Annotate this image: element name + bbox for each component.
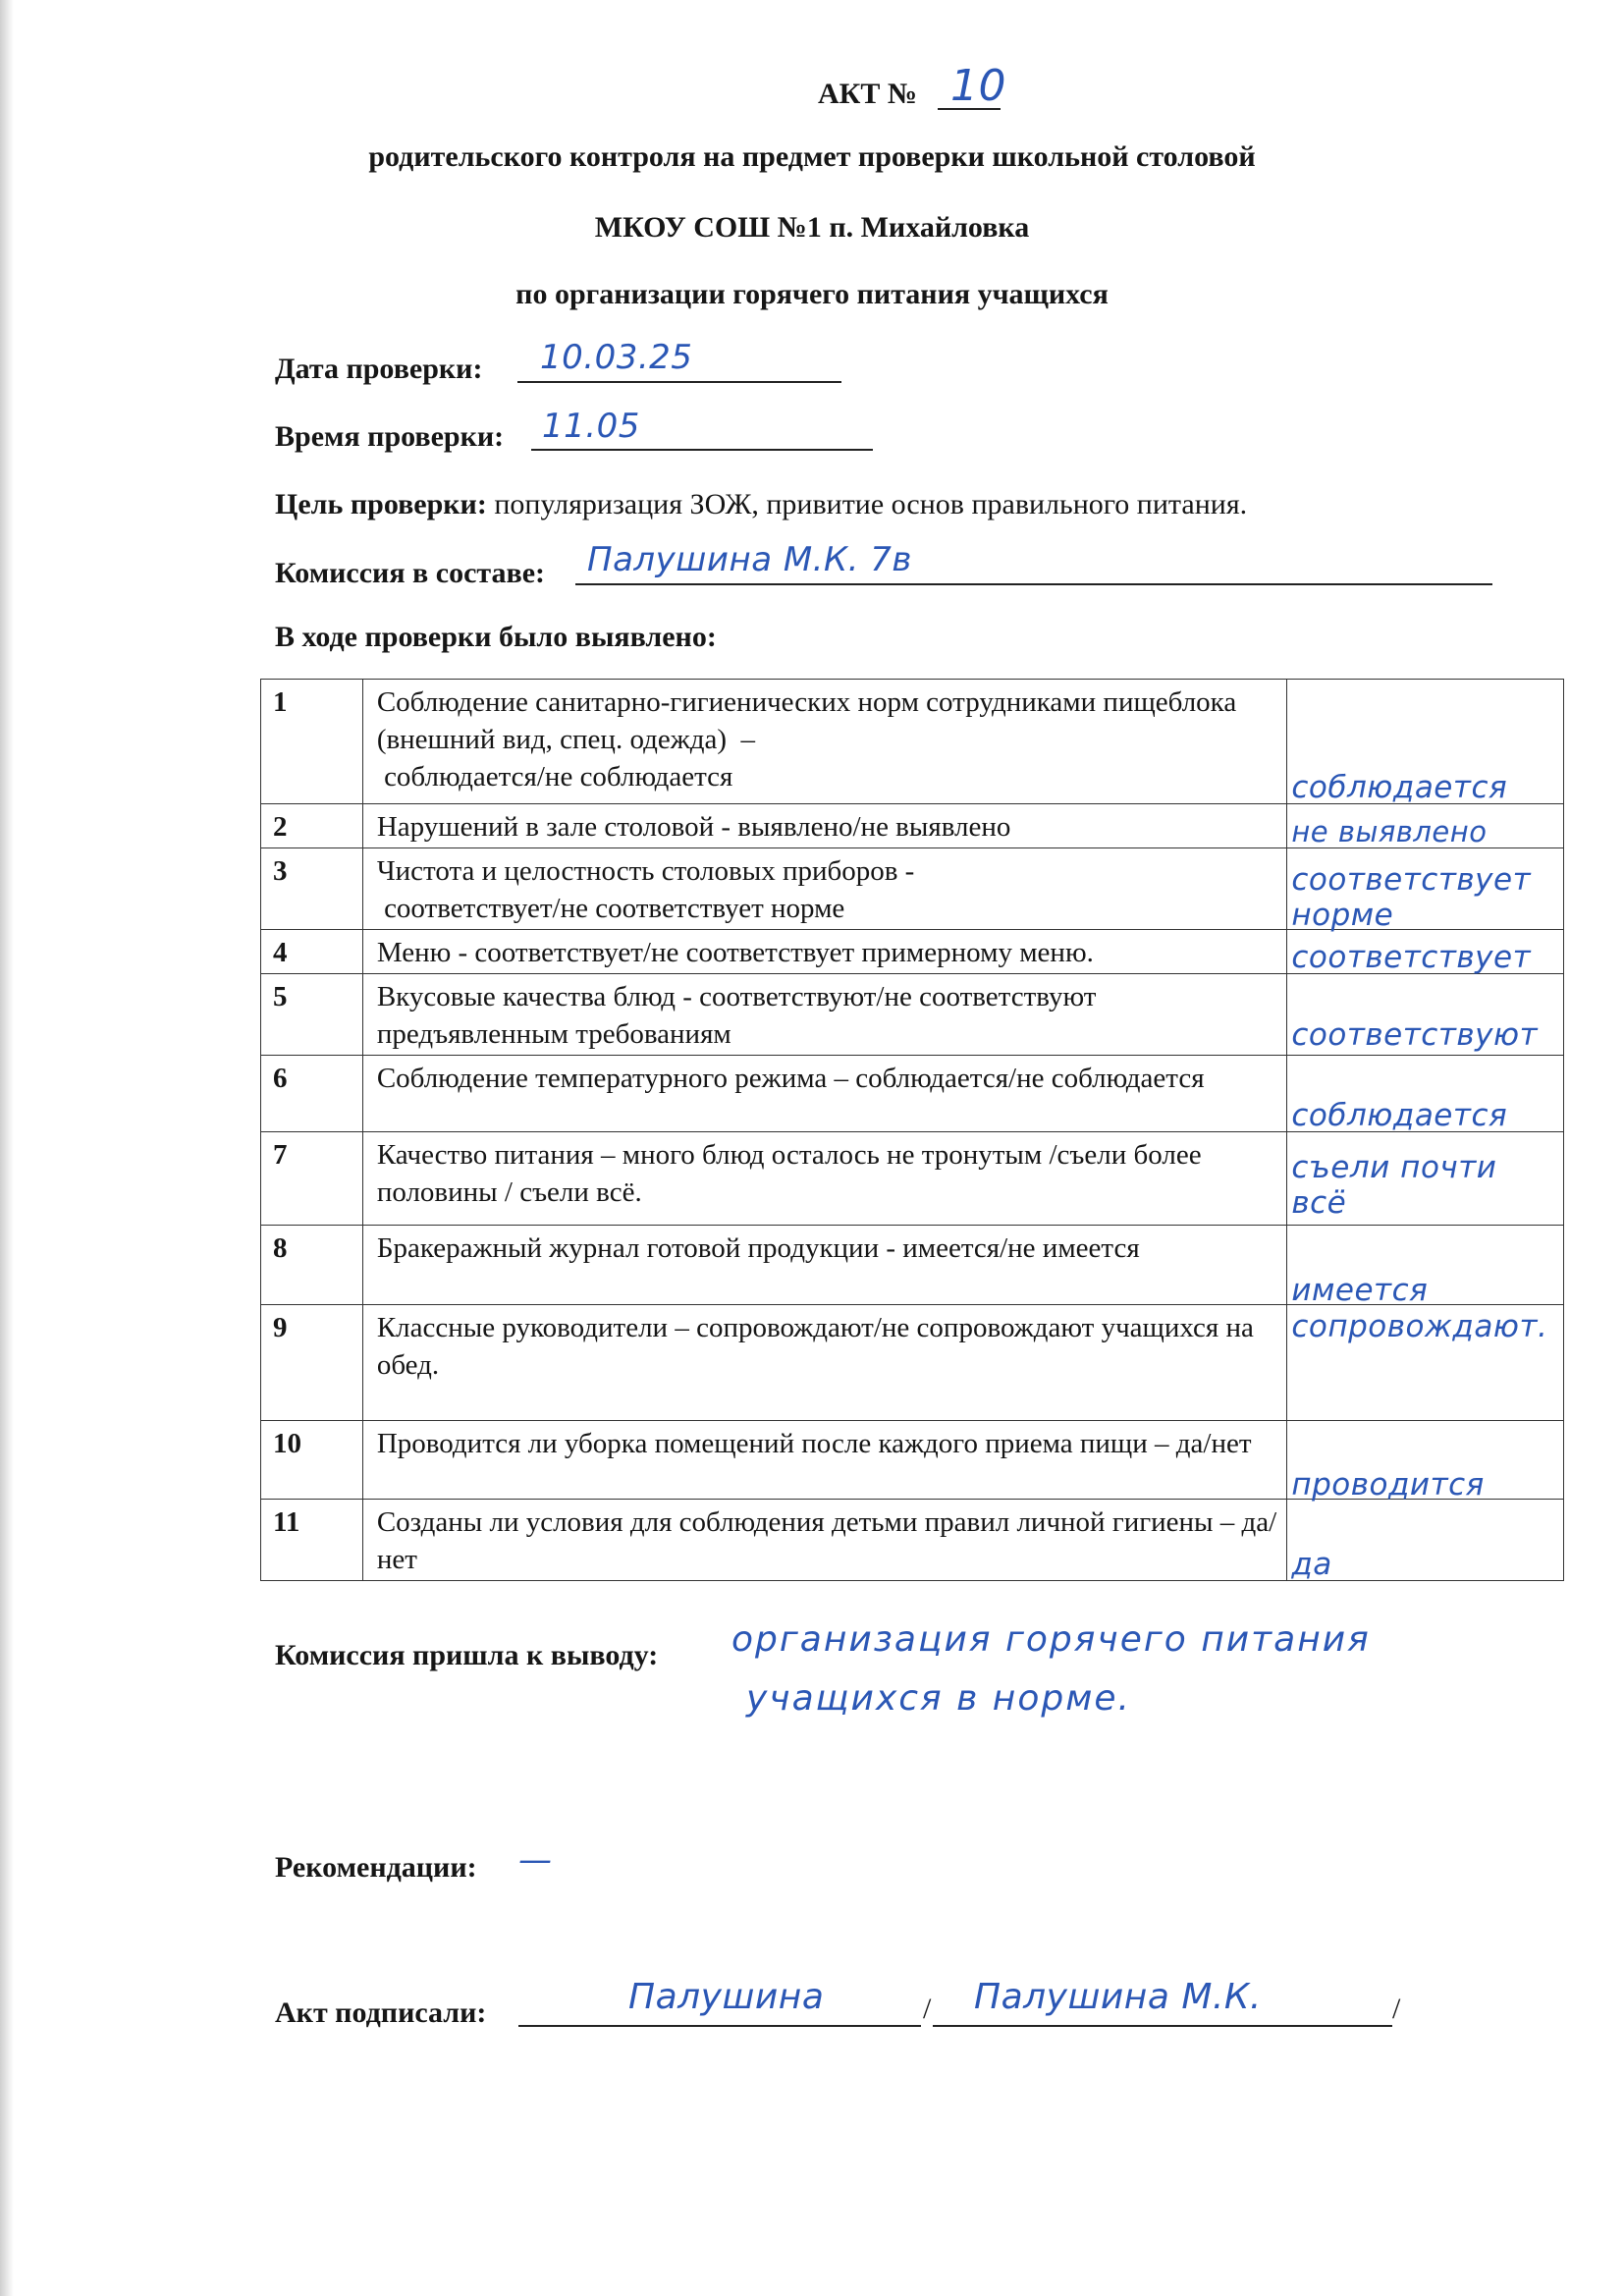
row-answer: проводится bbox=[1291, 1467, 1485, 1503]
row-answer-cell bbox=[1287, 1305, 1564, 1421]
row-answer-cell bbox=[1287, 974, 1564, 1056]
row-number: 6 bbox=[261, 1056, 363, 1132]
findings-label: В ходе проверки было выявлено: bbox=[275, 621, 717, 653]
row-answer: сопровождают. bbox=[1291, 1309, 1548, 1344]
row-answer: соответствует bbox=[1291, 940, 1532, 975]
signature-2: Палушина М.К. bbox=[974, 1977, 1262, 2017]
row-answer-cell bbox=[1287, 1421, 1564, 1503]
row-answer: да bbox=[1291, 1547, 1332, 1582]
conclusion-line-1: организация горячего питания bbox=[731, 1619, 1371, 1660]
act-number: 10 bbox=[950, 61, 1006, 111]
goal-line bbox=[275, 487, 1247, 522]
signature-1-underline bbox=[518, 2025, 921, 2027]
table-row bbox=[261, 804, 1564, 848]
recommendations-label: Рекомендации: bbox=[275, 1851, 477, 1884]
row-number: 11 bbox=[261, 1500, 363, 1581]
title-line-2: МКОУ СОШ №1 п. Михайловка bbox=[594, 211, 1030, 244]
findings-table bbox=[260, 679, 1564, 1581]
row-answer-cell bbox=[1287, 1500, 1564, 1581]
goal-label: Цель проверки: bbox=[275, 488, 487, 520]
row-criterion: Соблюдение санитарно-гигиенических норм сотрудниками пищеблока (внешний вид, спец. одежда) – соблюдается/не соблюдается bbox=[362, 680, 1287, 804]
row-criterion: Классные руководители – сопровождают/не сопровождают учащихся на обед. bbox=[362, 1305, 1287, 1421]
row-answer-cell bbox=[1287, 680, 1564, 804]
row-answer: соблюдается bbox=[1291, 1098, 1508, 1133]
signature-end-slash: / bbox=[1392, 1993, 1401, 2025]
row-answer-cell bbox=[1287, 1056, 1564, 1132]
row-number: 8 bbox=[261, 1226, 363, 1305]
row-answer: соблюдается bbox=[1291, 770, 1508, 805]
conclusion-label: Комиссия пришла к выводу: bbox=[275, 1639, 659, 1671]
act-label: АКТ № bbox=[818, 78, 918, 110]
row-number: 1 bbox=[261, 680, 363, 804]
date-value: 10.03.25 bbox=[540, 338, 693, 377]
commission-label: Комиссия в составе: bbox=[275, 557, 545, 589]
row-number: 7 bbox=[261, 1132, 363, 1226]
row-answer: соответствует норме bbox=[1291, 862, 1532, 933]
row-criterion: Бракеражный журнал готовой продукции - имеется/не имеется bbox=[362, 1226, 1287, 1305]
row-answer-cell bbox=[1287, 1132, 1564, 1226]
time-underline bbox=[531, 449, 873, 451]
table-row bbox=[261, 1226, 1564, 1305]
row-answer-cell bbox=[1287, 1226, 1564, 1308]
title-line-1: родительского контроля на предмет проверки школьной столовой bbox=[368, 140, 1256, 173]
row-criterion: Созданы ли условия для соблюдения детьми правил личной гигиены – да/ нет bbox=[362, 1500, 1287, 1581]
table-row bbox=[261, 1305, 1564, 1421]
row-criterion: Нарушений в зале столовой - выявлено/не выявлено bbox=[362, 804, 1287, 848]
table-row bbox=[261, 930, 1564, 974]
row-answer: имеется bbox=[1291, 1273, 1429, 1308]
row-criterion: Соблюдение температурного режима – соблюдается/не соблюдается bbox=[362, 1056, 1287, 1132]
row-answer: съели почти всё bbox=[1291, 1150, 1497, 1221]
date-label: Дата проверки: bbox=[275, 353, 483, 385]
date-underline bbox=[517, 381, 841, 383]
row-criterion: Меню - соответствует/не соответствует примерному меню. bbox=[362, 930, 1287, 974]
time-value: 11.05 bbox=[542, 407, 640, 446]
title-line-3: по организации горячего питания учащихся bbox=[515, 278, 1109, 310]
signatures-label: Акт подписали: bbox=[275, 1996, 487, 2029]
recommendations-value: — bbox=[518, 1840, 553, 1880]
row-criterion: Проводится ли уборка помещений после каждого приема пищи – да/нет bbox=[362, 1421, 1287, 1500]
table-row bbox=[261, 1421, 1564, 1500]
table-row bbox=[261, 848, 1564, 930]
commission-underline bbox=[575, 583, 1492, 585]
table-row bbox=[261, 680, 1564, 804]
table-row bbox=[261, 974, 1564, 1056]
row-criterion: Вкусовые качества блюд - соответствуют/не соответствуют предъявленным требованиям bbox=[362, 974, 1287, 1056]
scan-edge-shadow bbox=[0, 0, 14, 2296]
signature-separator: / bbox=[923, 1993, 932, 2025]
commission-value: Палушина М.К. 7в bbox=[587, 540, 912, 579]
row-number: 2 bbox=[261, 804, 363, 848]
time-label: Время проверки: bbox=[275, 420, 505, 453]
row-number: 5 bbox=[261, 974, 363, 1056]
row-criterion: Чистота и целостность столовых приборов - соответствует/не соответствует норме bbox=[362, 848, 1287, 930]
row-number: 3 bbox=[261, 848, 363, 930]
act-heading bbox=[818, 77, 917, 112]
conclusion-line-2: учащихся в норме. bbox=[746, 1678, 1131, 1719]
row-number: 9 bbox=[261, 1305, 363, 1421]
row-answer-cell bbox=[1287, 848, 1564, 933]
goal-value: популяризация ЗОЖ, привитие основ правильного питания. bbox=[494, 488, 1248, 520]
signature-1: Палушина bbox=[628, 1977, 825, 2017]
row-criterion: Качество питания – много блюд осталось не тронутым /съели более половины / съели всё. bbox=[362, 1132, 1287, 1226]
table-row bbox=[261, 1056, 1564, 1132]
row-answer: соответствуют bbox=[1291, 1017, 1539, 1053]
row-number: 10 bbox=[261, 1421, 363, 1500]
row-answer-cell bbox=[1287, 804, 1564, 848]
row-answer: не выявлено bbox=[1291, 815, 1488, 848]
signature-2-underline bbox=[933, 2025, 1392, 2027]
table-row bbox=[261, 1500, 1564, 1581]
table-row bbox=[261, 1132, 1564, 1226]
row-answer-cell bbox=[1287, 930, 1564, 974]
row-number: 4 bbox=[261, 930, 363, 974]
